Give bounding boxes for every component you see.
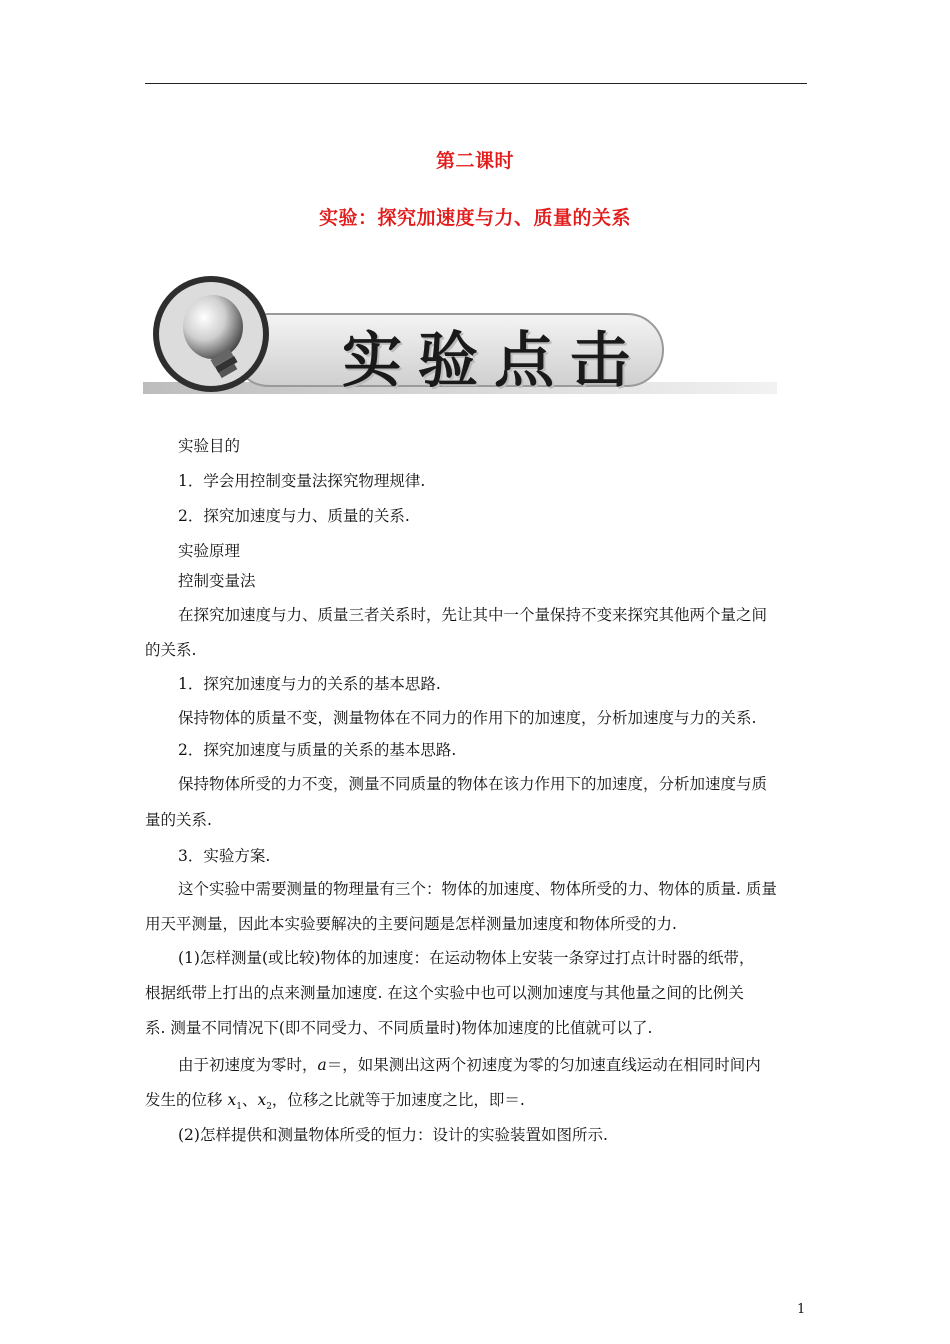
- paragraph-line: [178, 1055, 761, 1075]
- paragraph-line: 保持物体的质量不变，测量物体在不同力的作用下的加速度，分析加速度与力的关系.: [178, 709, 757, 727]
- paragraph-line: 量的关系.: [145, 811, 212, 829]
- paragraph-line: (2)怎样提供和测量物体所受的恒力：设计的实验装置如图所示.: [178, 1126, 608, 1144]
- page-number: 1: [797, 1302, 806, 1317]
- method-heading: 控制变量法: [178, 572, 256, 590]
- text-run: ，位移之比就等于加速度之比，即＝.: [271, 1091, 525, 1109]
- plan-heading: 3．实验方案.: [178, 847, 271, 865]
- idea-heading: 1．探究加速度与力的关系的基本思路.: [178, 675, 441, 693]
- header-rule: [145, 83, 807, 84]
- subscript: 1: [236, 1102, 242, 1113]
- purpose-item: 1．学会用控制变量法探究物理规律.: [178, 472, 426, 490]
- subscript: 2: [266, 1102, 272, 1113]
- variable-x1: x: [227, 1091, 237, 1109]
- paragraph-line: 用天平测量，因此本实验要解决的主要问题是怎样测量加速度和物体所受的力.: [145, 915, 677, 933]
- text-run: ＝，如果测出这两个初速度为零的匀加速直线运动在相同时间内: [326, 1056, 761, 1074]
- paragraph-line: 根据纸带上打出的点来测量加速度. 在这个实验中也可以测加速度与其他量之间的比例关: [145, 984, 744, 1002]
- principle-heading: 实验原理: [178, 542, 241, 560]
- variable-a: a: [317, 1056, 327, 1074]
- text-run: 发生的位移: [145, 1091, 228, 1109]
- purpose-heading: 实验目的: [178, 437, 241, 455]
- paragraph-line: 在探究加速度与力、质量三者关系时，先让其中一个量保持不变来探究其他两个量之间: [178, 606, 768, 624]
- text-run: 由于初速度为零时，: [178, 1056, 318, 1074]
- lesson-period: 第二课时: [435, 150, 514, 172]
- idea-heading: 2．探究加速度与质量的关系的基本思路.: [178, 741, 457, 759]
- variable-x2: x: [257, 1091, 267, 1109]
- paragraph-line: 这个实验中需要测量的物理量有三个：物体的加速度、物体所受的力、物体的质量. 质量: [178, 880, 777, 898]
- paragraph-line: 系. 测量不同情况下(即不同受力、不同质量时)物体加速度的比值就可以了.: [145, 1019, 653, 1037]
- paragraph-line: (1)怎样测量(或比较)物体的加速度：在运动物体上安装一条穿过打点计时器的纸带，: [178, 949, 755, 967]
- paragraph-line: 的关系.: [145, 641, 197, 659]
- paragraph-line: [145, 1090, 525, 1117]
- lesson-title: 实验：探究加速度与力、质量的关系: [318, 207, 631, 229]
- banner-title: 实验点击: [342, 326, 646, 396]
- text-run: 、: [241, 1091, 258, 1109]
- purpose-item: 2．探究加速度与力、质量的关系.: [178, 507, 410, 525]
- paragraph-line: 保持物体所受的力不变，测量不同质量的物体在该力作用下的加速度，分析加速度与质: [178, 775, 768, 793]
